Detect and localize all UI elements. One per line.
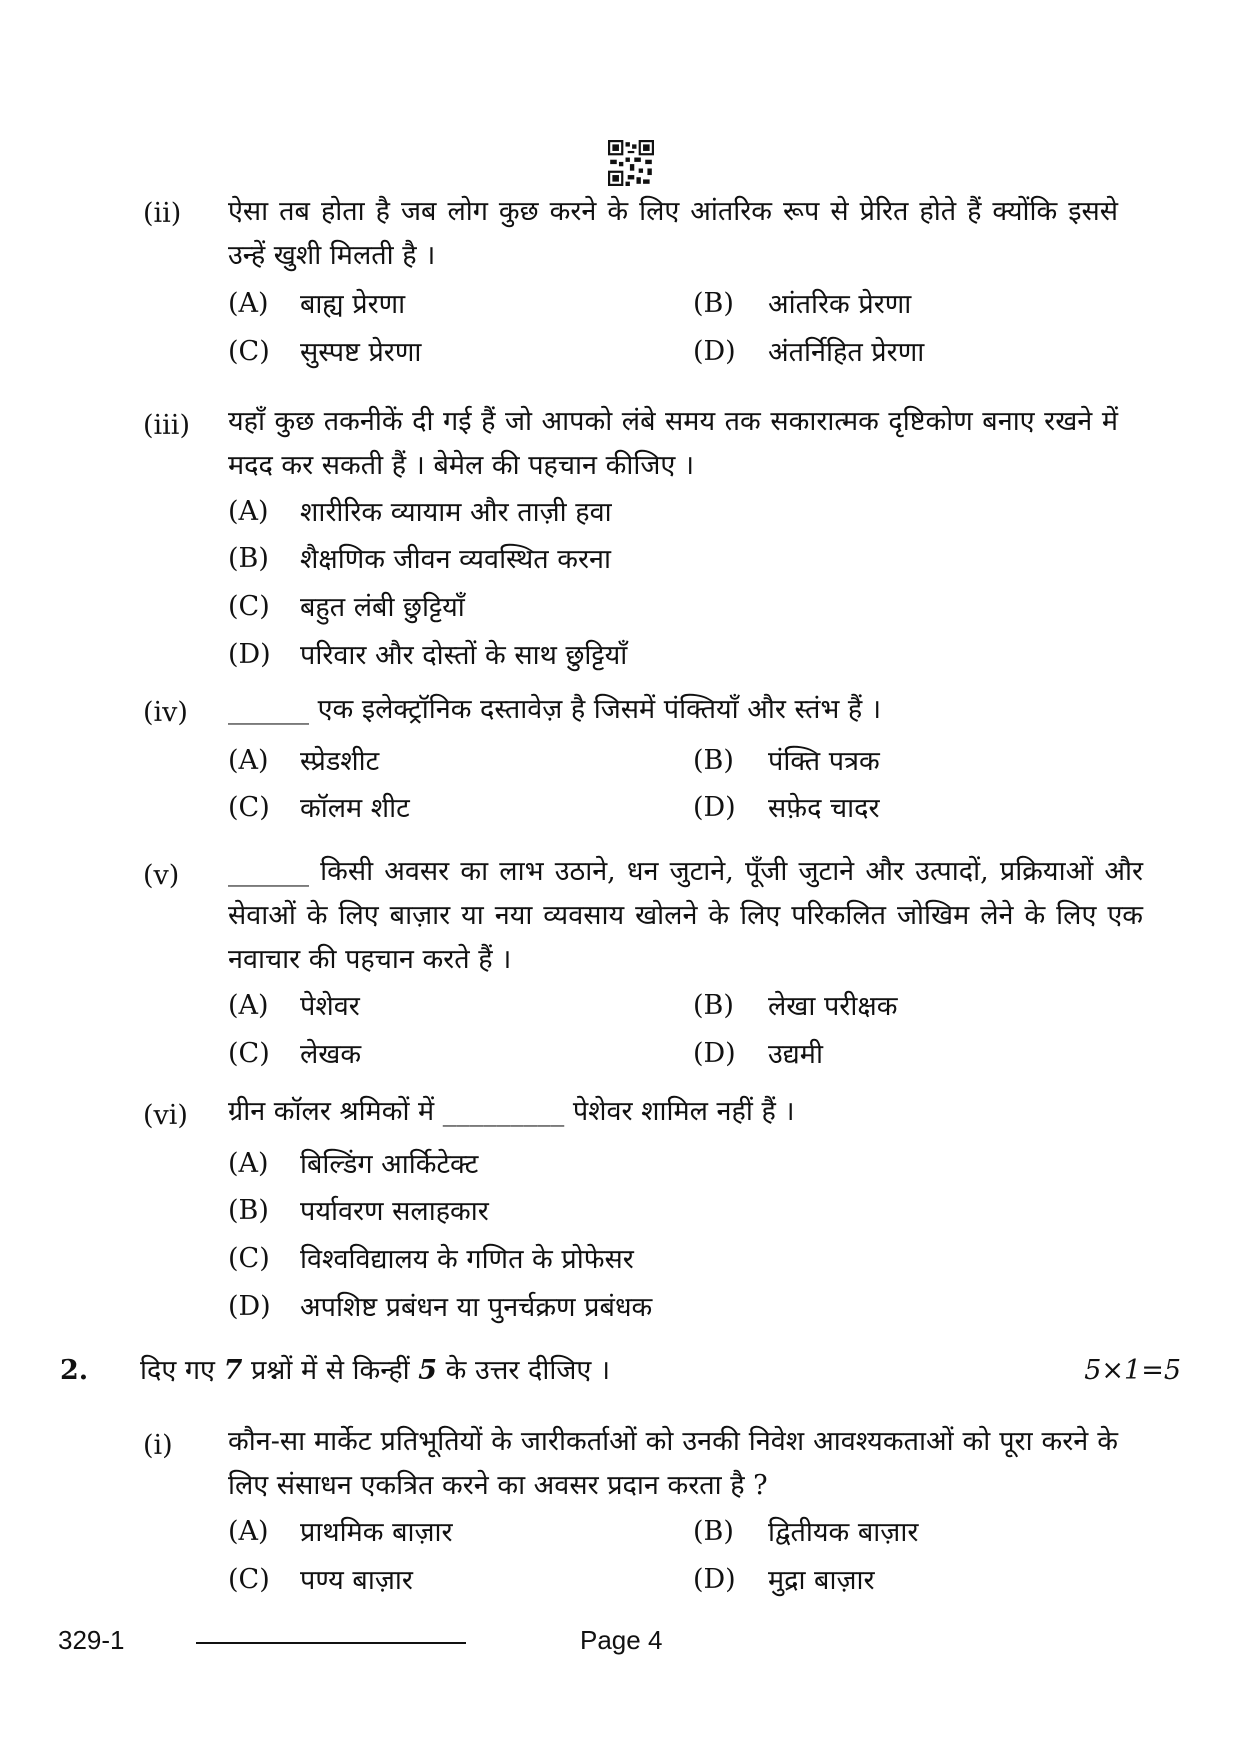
marks-allocation: 5×1=5 xyxy=(1084,1355,1181,1386)
option-text: पण्य बाज़ार xyxy=(300,1565,413,1596)
option-text: आंतरिक प्रेरणा xyxy=(768,289,912,320)
option-letter: (D) xyxy=(228,1291,271,1322)
question-text: ______ एक इलेक्ट्रॉनिक दस्तावेज़ है जिसमें पंक्तियाँ और स्तंभ हैं । xyxy=(228,694,882,725)
option-text: सफ़ेद चादर xyxy=(768,793,880,824)
option-letter: (A) xyxy=(228,745,269,776)
option-letter: (A) xyxy=(228,1516,269,1547)
option-letter: (A) xyxy=(228,496,269,527)
option-text: बिल्डिंग आर्किटेक्ट xyxy=(300,1149,479,1180)
question-text: ऐसा तब होता है जब लोग कुछ करने के लिए आंतरिक रूप से प्रेरित होते हैं क्योंकि इससे उन्हें खुशी मिलती है । xyxy=(228,196,1118,271)
option-text: विश्वविद्यालय के गणित के प्रोफेसर xyxy=(300,1244,634,1275)
option-text: अपशिष्ट प्रबंधन या पुनर्चक्रण प्रबंधक xyxy=(300,1292,653,1323)
question-number: (ii) xyxy=(143,198,182,229)
footer-divider xyxy=(196,1642,466,1644)
option-text: शैक्षणिक जीवन व्यवस्थित करना xyxy=(300,544,612,575)
option-letter: (C) xyxy=(228,1243,270,1274)
option-text: बाह्य प्रेरणा xyxy=(300,289,406,320)
qr-code-icon xyxy=(608,140,654,186)
option-letter: (A) xyxy=(228,288,269,319)
page-number: Page 4 xyxy=(580,1625,663,1655)
option-text: कॉलम शीट xyxy=(300,793,410,824)
question-text: कौन-सा मार्केट प्रतिभूतियों के जारीकर्ताओं को उनकी निवेश आवश्यकताओं को पूरा करने के लिए संसाधन एकत्रित करने का अवसर प्रदान करता है ? xyxy=(228,1426,1118,1501)
question-2-number: 2. xyxy=(60,1355,89,1386)
option-letter: (B) xyxy=(693,990,734,1021)
option-text: पंक्ति पत्रक xyxy=(768,746,880,777)
option-letter: (D) xyxy=(693,792,736,823)
question-number: (vi) xyxy=(143,1100,188,1131)
option-text: प्राथमिक बाज़ार xyxy=(300,1517,453,1548)
option-letter: (C) xyxy=(228,1038,270,1069)
option-text: पर्यावरण सलाहकार xyxy=(300,1196,489,1227)
option-letter: (D) xyxy=(228,639,271,670)
option-letter: (B) xyxy=(693,288,734,319)
option-letter: (D) xyxy=(693,1038,736,1069)
option-letter: (D) xyxy=(693,1564,736,1595)
option-letter: (A) xyxy=(228,990,269,1021)
option-letter: (B) xyxy=(693,1516,734,1547)
option-letter: (B) xyxy=(228,543,269,574)
question-number: (v) xyxy=(143,860,180,891)
option-text: द्वितीयक बाज़ार xyxy=(768,1517,919,1548)
option-text: स्प्रेडशीट xyxy=(300,746,380,777)
option-text: अंतर्निहित प्रेरणा xyxy=(768,337,925,368)
option-text: परिवार और दोस्तों के साथ छुट्टियाँ xyxy=(300,640,628,671)
question-text: ग्रीन कॉलर श्रमिकों में _________ पेशेवर शामिल नहीं हैं । xyxy=(228,1096,795,1127)
question-text: यहाँ कुछ तकनीकें दी गई हैं जो आपको लंबे समय तक सकारात्मक दृष्टिकोण बनाए रखने में मदद कर सकती हैं । बेमेल की पहचान कीजिए । xyxy=(228,406,1118,481)
option-text: मुद्रा बाज़ार xyxy=(768,1565,875,1596)
question-number: (iii) xyxy=(143,410,190,441)
paper-code: 329-1 xyxy=(58,1625,125,1655)
question-text: ______ किसी अवसर का लाभ उठाने, धन जुटाने, पूँजी जुटाने और उत्पादों, प्रक्रियाओं और सेवाओं के लिए बाज़ार या नया व्यवसाय खोलने के लिए परिकलित जोखिम लेने के लिए एक नवाचार की पहचान करते हैं । xyxy=(228,856,1143,975)
option-text: उद्यमी xyxy=(768,1039,823,1070)
question-2-instruction: दिए गए 7 प्रश्नों में से किन्हीं 5 के उत्तर दीजिए । xyxy=(140,1355,611,1386)
option-letter: (B) xyxy=(693,745,734,776)
option-text: लेखा परीक्षक xyxy=(768,991,898,1022)
option-text: शारीरिक व्यायाम और ताज़ी हवा xyxy=(300,497,612,528)
option-text: लेखक xyxy=(300,1039,362,1070)
option-text: बहुत लंबी छुट्टियाँ xyxy=(300,592,465,623)
option-letter: (C) xyxy=(228,792,270,823)
option-letter: (C) xyxy=(228,1564,270,1595)
option-letter: (B) xyxy=(228,1195,269,1226)
option-letter: (A) xyxy=(228,1148,269,1179)
question-number: (i) xyxy=(143,1430,173,1461)
option-text: पेशेवर xyxy=(300,991,360,1022)
question-number: (iv) xyxy=(143,697,188,728)
option-letter: (C) xyxy=(228,336,270,367)
option-letter: (C) xyxy=(228,591,270,622)
option-text: सुस्पष्ट प्रेरणा xyxy=(300,337,422,368)
option-letter: (D) xyxy=(693,336,736,367)
